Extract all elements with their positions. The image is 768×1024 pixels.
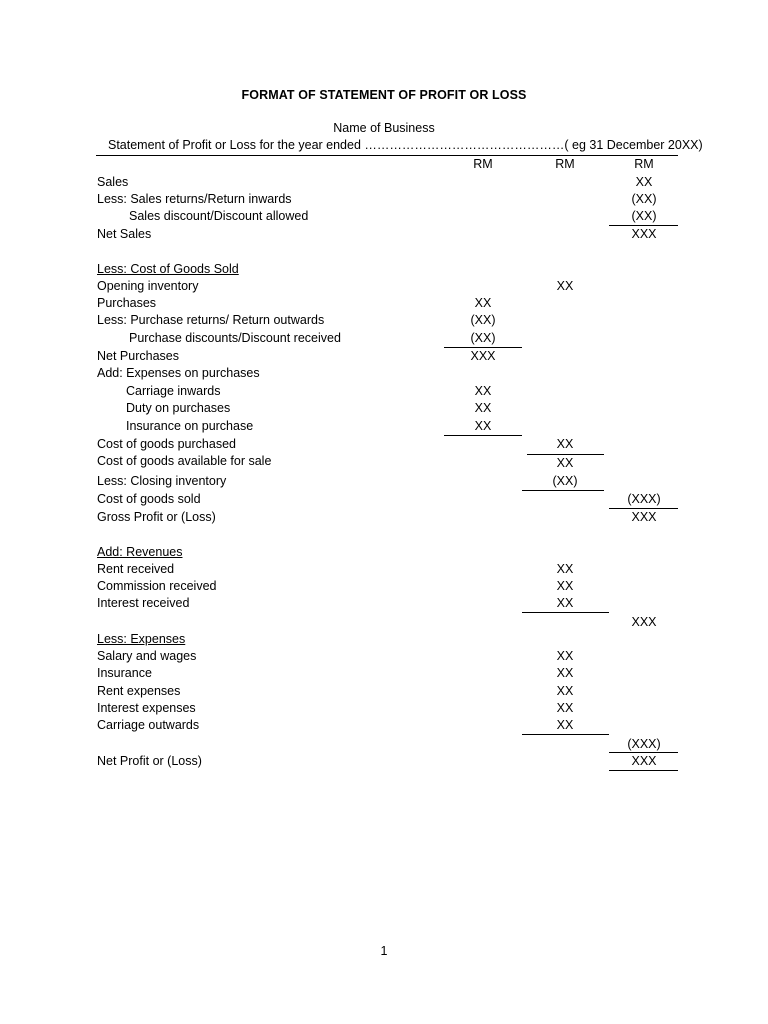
- row-label: Carriage inwards: [126, 384, 221, 398]
- column-header-rm-1: RM: [473, 157, 493, 171]
- column-header-rm-2: RM: [555, 157, 575, 171]
- row-label: Gross Profit or (Loss): [97, 510, 216, 524]
- row-closing-inventory: [0, 473, 768, 490]
- row-gross-profit: [0, 509, 768, 526]
- row-cost-goods-purchased: [0, 436, 768, 453]
- amount-col3: XXX: [631, 615, 657, 629]
- row-salary-wages: [0, 648, 768, 665]
- amount-col3: (XXX): [627, 737, 661, 751]
- section-heading: Less: Expenses: [97, 632, 186, 646]
- row-label: Duty on purchases: [126, 401, 231, 415]
- row-label: Less: Purchase returns/ Return outwards: [97, 313, 325, 327]
- row-label: Less: Sales returns/Return inwards: [97, 192, 292, 206]
- row-sales-returns: [0, 191, 768, 208]
- section-heading: Less: Cost of Goods Sold: [97, 262, 239, 276]
- row-rent-expenses: [0, 683, 768, 700]
- amount-col2: XX: [556, 718, 574, 732]
- amount-col3: XXX: [631, 227, 657, 241]
- row-label: Sales: [97, 175, 129, 189]
- row-label: Opening inventory: [97, 279, 199, 293]
- row-label: Sales discount/Discount allowed: [129, 209, 309, 223]
- section-heading: Add: Revenues: [97, 545, 183, 559]
- amount-col1: (XX): [470, 331, 496, 345]
- amount-col1: XX: [474, 384, 492, 398]
- row-label: Purchase discounts/Discount received: [129, 331, 341, 345]
- amount-col3: XX: [635, 175, 653, 189]
- row-opening-inventory: [0, 278, 768, 295]
- row-revenues-heading: [0, 544, 768, 561]
- row-label: Interest expenses: [97, 701, 196, 715]
- column-header-rm-3: RM: [634, 157, 654, 171]
- amount-col2: XX: [556, 437, 574, 451]
- subtotal-rule: [522, 734, 609, 735]
- amount-col2: XX: [556, 562, 574, 576]
- row-label: Salary and wages: [97, 649, 197, 663]
- row-label: Rent received: [97, 562, 175, 576]
- row-cogs-heading: [0, 261, 768, 278]
- row-expenses-heading: [0, 631, 768, 648]
- amount-col2: XX: [556, 456, 574, 470]
- row-purchases: [0, 295, 768, 312]
- amount-col3: XXX: [631, 510, 657, 524]
- amount-col2: XX: [556, 684, 574, 698]
- row-rent-received: [0, 561, 768, 578]
- row-label: Net Profit or (Loss): [97, 754, 202, 768]
- row-expenses-total: [0, 736, 768, 753]
- business-name: Name of Business: [333, 121, 435, 135]
- row-label: Purchases: [97, 296, 157, 310]
- row-sales: [0, 174, 768, 191]
- amount-col1: XX: [474, 419, 492, 433]
- subtotal-rule: [522, 612, 609, 613]
- row-label: Insurance: [97, 666, 152, 680]
- amount-col1: (XX): [470, 313, 496, 327]
- row-purchase-returns: [0, 312, 768, 329]
- row-commission-received: [0, 578, 768, 595]
- amount-col1: XXX: [470, 349, 496, 363]
- amount-col3: (XXX): [627, 492, 661, 506]
- statement-period-line: Statement of Profit or Loss for the year ended …………………………………………( eg 31 December 20XX): [108, 138, 703, 152]
- row-carriage-inwards: [0, 383, 768, 400]
- row-label: Net Sales: [97, 227, 152, 241]
- row-insurance: [0, 665, 768, 682]
- row-label: Carriage outwards: [97, 718, 200, 732]
- amount-col2: XX: [556, 579, 574, 593]
- header-underline: [96, 155, 678, 156]
- row-carriage-outwards: [0, 717, 768, 734]
- row-label: Cost of goods purchased: [97, 437, 236, 451]
- row-purchase-discounts: [0, 330, 768, 347]
- row-net-purchases: [0, 348, 768, 365]
- amount-col3: XXX: [631, 754, 657, 768]
- row-interest-expenses: [0, 700, 768, 717]
- amount-col2: XX: [556, 649, 574, 663]
- row-interest-received: [0, 595, 768, 612]
- row-net-profit: [0, 753, 768, 770]
- row-cost-goods-available: [0, 455, 768, 472]
- row-label: Insurance on purchase: [126, 419, 254, 433]
- document-title: FORMAT OF STATEMENT OF PROFIT OR LOSS: [241, 88, 527, 102]
- row-label: Interest received: [97, 596, 190, 610]
- amount-col1: XX: [474, 401, 492, 415]
- row-insurance-on-purchase: [0, 418, 768, 435]
- row-sales-discount: [0, 208, 768, 225]
- amount-col2: XX: [556, 596, 574, 610]
- amount-col3: (XX): [631, 192, 657, 206]
- page-number: 1: [380, 944, 388, 958]
- row-label: Net Purchases: [97, 349, 179, 363]
- row-label: Commission received: [97, 579, 217, 593]
- row-label: Cost of goods sold: [97, 492, 201, 506]
- amount-col2: XX: [556, 666, 574, 680]
- amount-col1: XX: [474, 296, 492, 310]
- row-duty-on-purchases: [0, 400, 768, 417]
- row-label: Add: Expenses on purchases: [97, 366, 260, 380]
- row-label: Less: Closing inventory: [97, 474, 227, 488]
- amount-col2: XX: [556, 279, 574, 293]
- row-cost-goods-sold: [0, 491, 768, 508]
- amount-col2: (XX): [552, 474, 578, 488]
- row-label: Rent expenses: [97, 684, 181, 698]
- amount-col2: XX: [556, 701, 574, 715]
- amount-col3: (XX): [631, 209, 657, 223]
- final-total-rule: [609, 770, 678, 771]
- row-label: Cost of goods available for sale: [97, 454, 272, 468]
- row-expenses-on-purchases: [0, 365, 768, 382]
- row-revenues-total: [0, 614, 768, 631]
- row-net-sales: [0, 226, 768, 243]
